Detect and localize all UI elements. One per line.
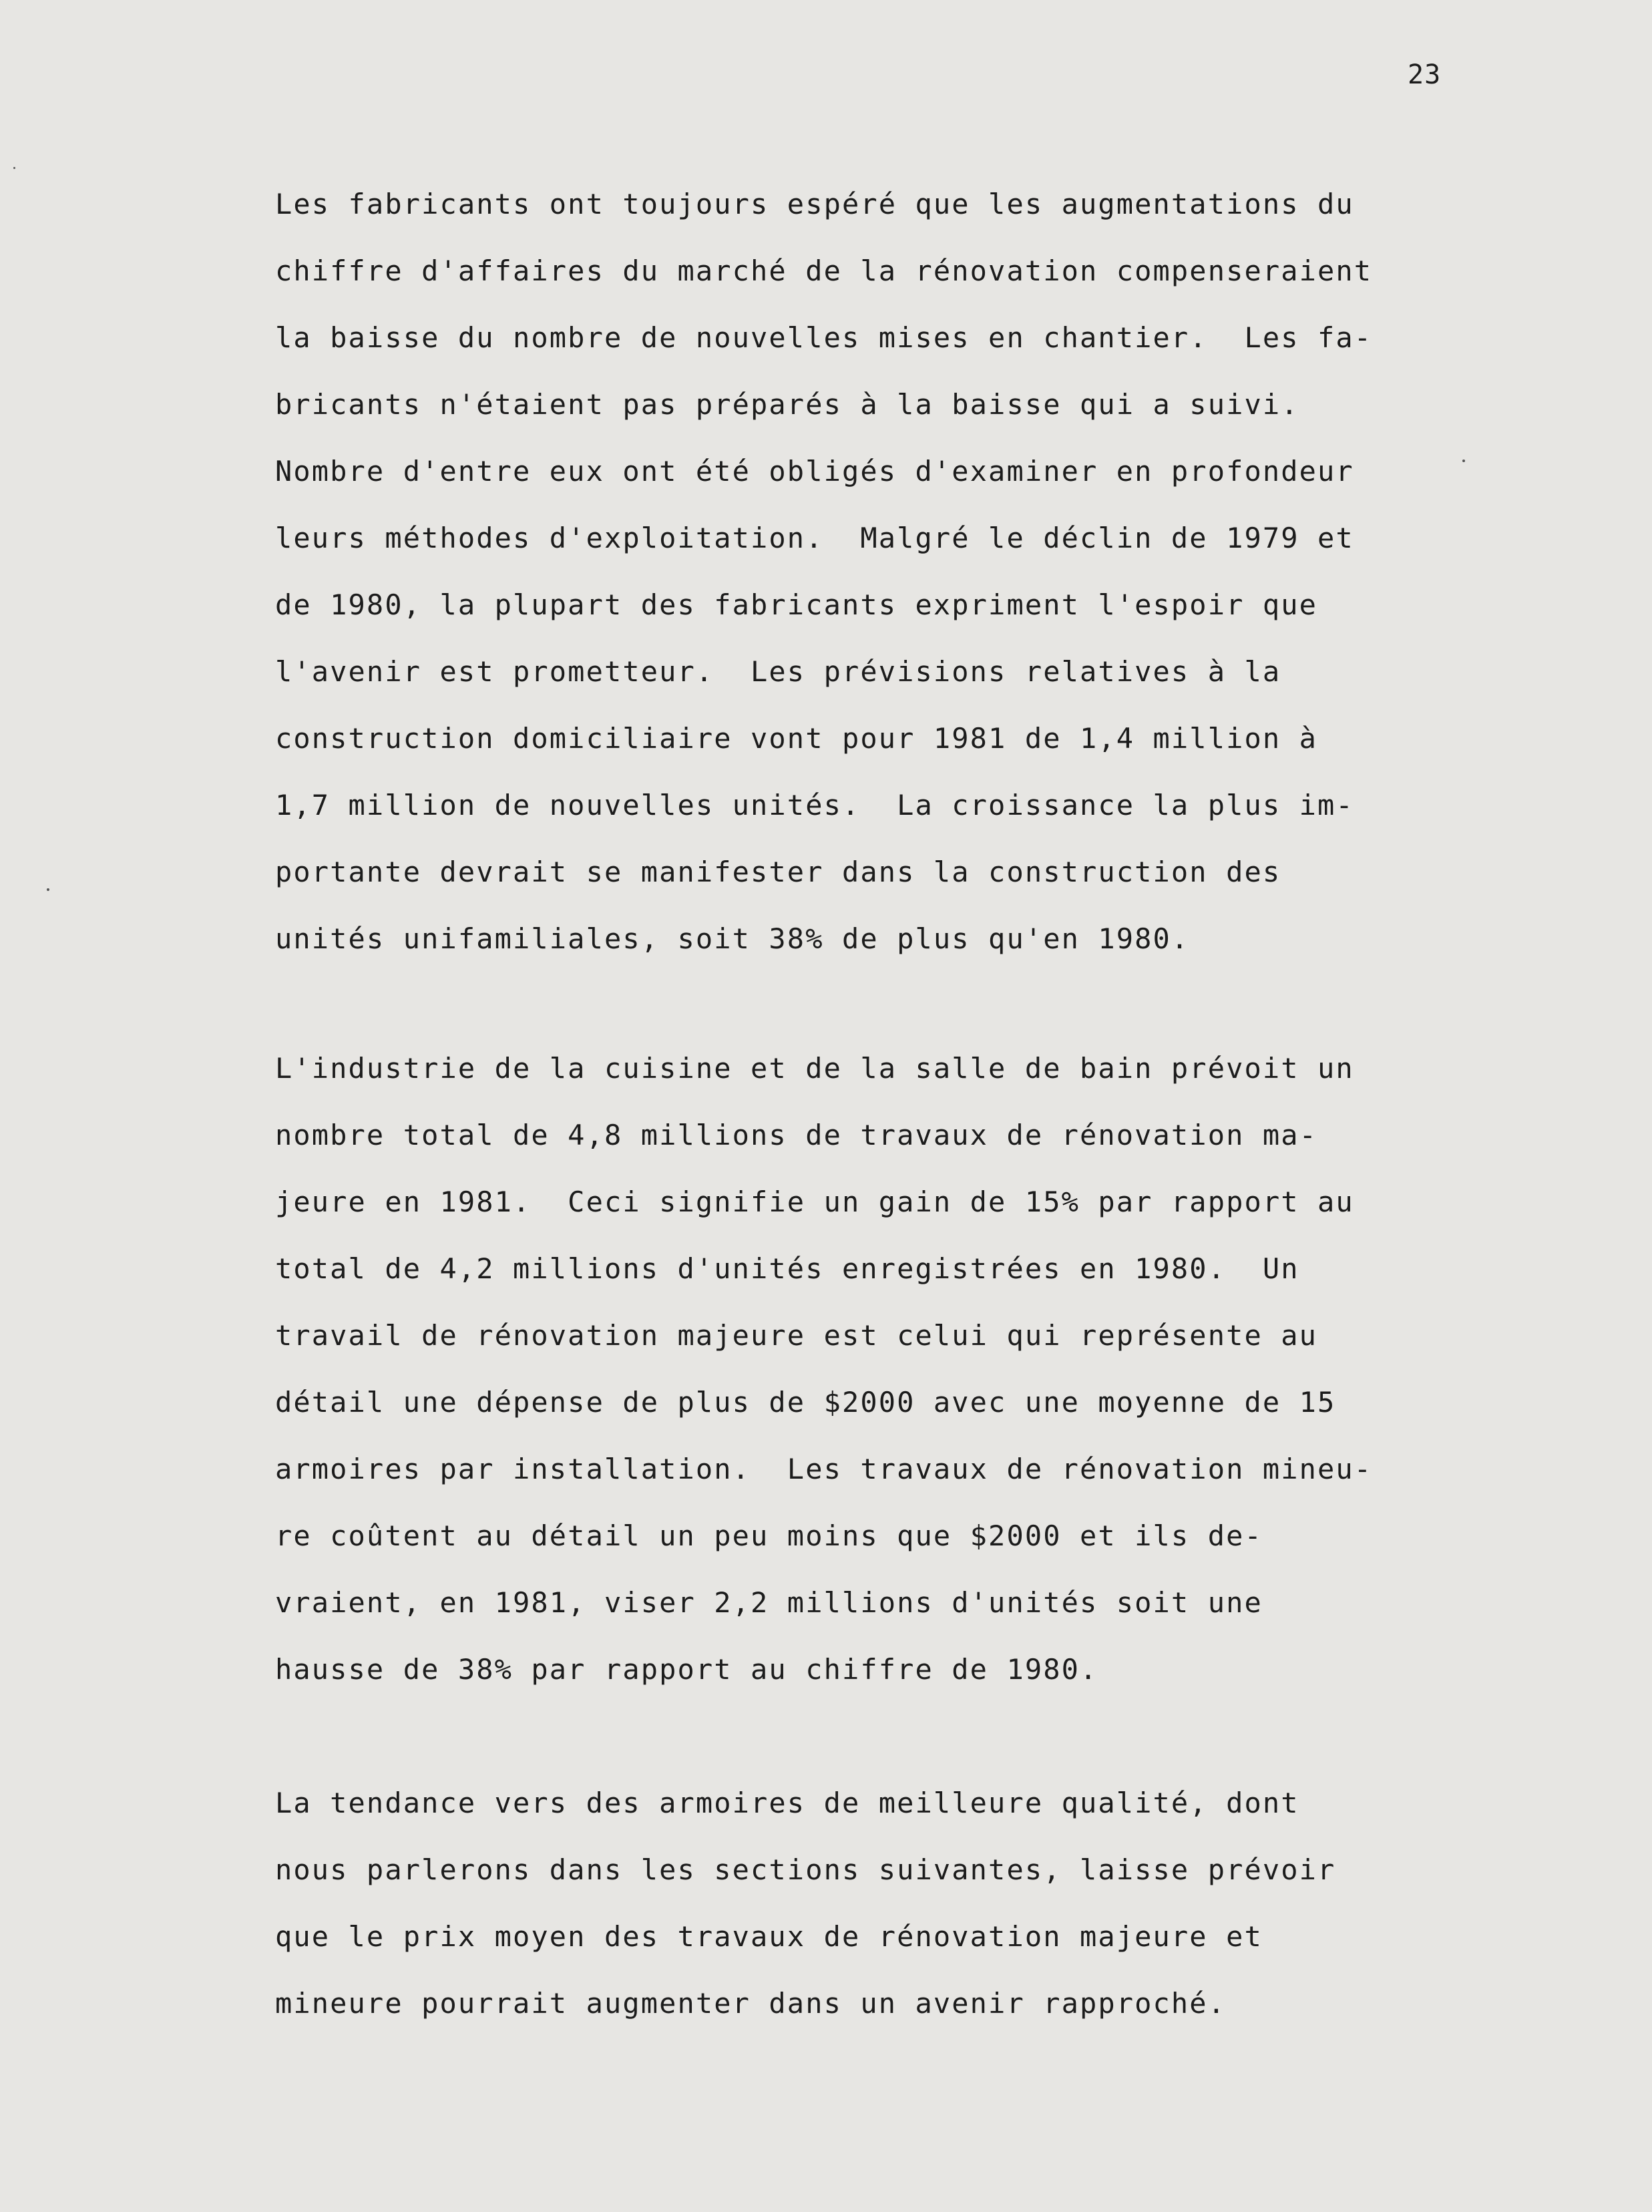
paragraph-line: Les fabricants ont toujours espéré que les augmentations du bbox=[275, 188, 1354, 220]
paragraph-line: L'industrie de la cuisine et de la salle de bain prévoit un bbox=[275, 1052, 1354, 1085]
paragraph-line: chiffre d'affaires du marché de la rénovation compenseraient bbox=[275, 254, 1373, 287]
paragraph-line: nombre total de 4,8 millions de travaux de rénovation ma- bbox=[275, 1119, 1318, 1151]
paragraph-line: 1,7 million de nouvelles unités. La croissance la plus im- bbox=[275, 789, 1354, 821]
paragraph-line: de 1980, la plupart des fabricants expriment l'espoir que bbox=[275, 588, 1318, 621]
paragraph-line: travail de rénovation majeure est celui qui représente au bbox=[275, 1319, 1318, 1352]
paragraph-line: hausse de 38% par rapport au chiffre de 1980. bbox=[275, 1653, 1098, 1686]
paragraph-line: La tendance vers des armoires de meilleure qualité, dont bbox=[275, 1787, 1299, 1819]
paragraph-line: total de 4,2 millions d'unités enregistrées en 1980. Un bbox=[275, 1252, 1299, 1285]
paragraph-line: mineure pourrait augmenter dans un avenir rapproché. bbox=[275, 1987, 1227, 2020]
paragraph-line: l'avenir est prometteur. Les prévisions relatives à la bbox=[275, 655, 1281, 688]
paragraph-line: nous parlerons dans les sections suivantes, laisse prévoir bbox=[275, 1853, 1336, 1886]
page-number: 23 bbox=[1408, 59, 1442, 90]
scan-speck bbox=[13, 167, 15, 169]
paragraph-line: détail une dépense de plus de $2000 avec une moyenne de 15 bbox=[275, 1386, 1336, 1419]
scan-speck bbox=[1462, 459, 1465, 462]
paragraph-line: leurs méthodes d'exploitation. Malgré le déclin de 1979 et bbox=[275, 522, 1354, 554]
paragraph-line: bricants n'étaient pas préparés à la baisse qui a suivi. bbox=[275, 388, 1299, 421]
paragraph-line: re coûtent au détail un peu moins que $2000 et ils de- bbox=[275, 1519, 1263, 1552]
paragraph-line: la baisse du nombre de nouvelles mises en chantier. Les fa- bbox=[275, 321, 1373, 354]
paragraph-line: Nombre d'entre eux ont été obligés d'examiner en profondeur bbox=[275, 455, 1354, 488]
paragraph-line: que le prix moyen des travaux de rénovation majeure et bbox=[275, 1920, 1263, 1953]
paragraph-2 bbox=[275, 1035, 1490, 1703]
scan-speck bbox=[47, 888, 49, 891]
paragraph-3 bbox=[275, 1770, 1490, 2037]
paragraph-line: unités unifamiliales, soit 38% de plus qu'en 1980. bbox=[275, 922, 1190, 955]
paragraph-line: construction domiciliaire vont pour 1981 de 1,4 million à bbox=[275, 722, 1318, 755]
paragraph-line: jeure en 1981. Ceci signifie un gain de 15% par rapport au bbox=[275, 1185, 1354, 1218]
paragraph-1 bbox=[275, 171, 1490, 972]
paragraph-line: portante devrait se manifester dans la construction des bbox=[275, 856, 1281, 888]
paragraph-line: armoires par installation. Les travaux de rénovation mineu- bbox=[275, 1453, 1373, 1485]
paragraph-line: vraient, en 1981, viser 2,2 millions d'unités soit une bbox=[275, 1586, 1263, 1619]
